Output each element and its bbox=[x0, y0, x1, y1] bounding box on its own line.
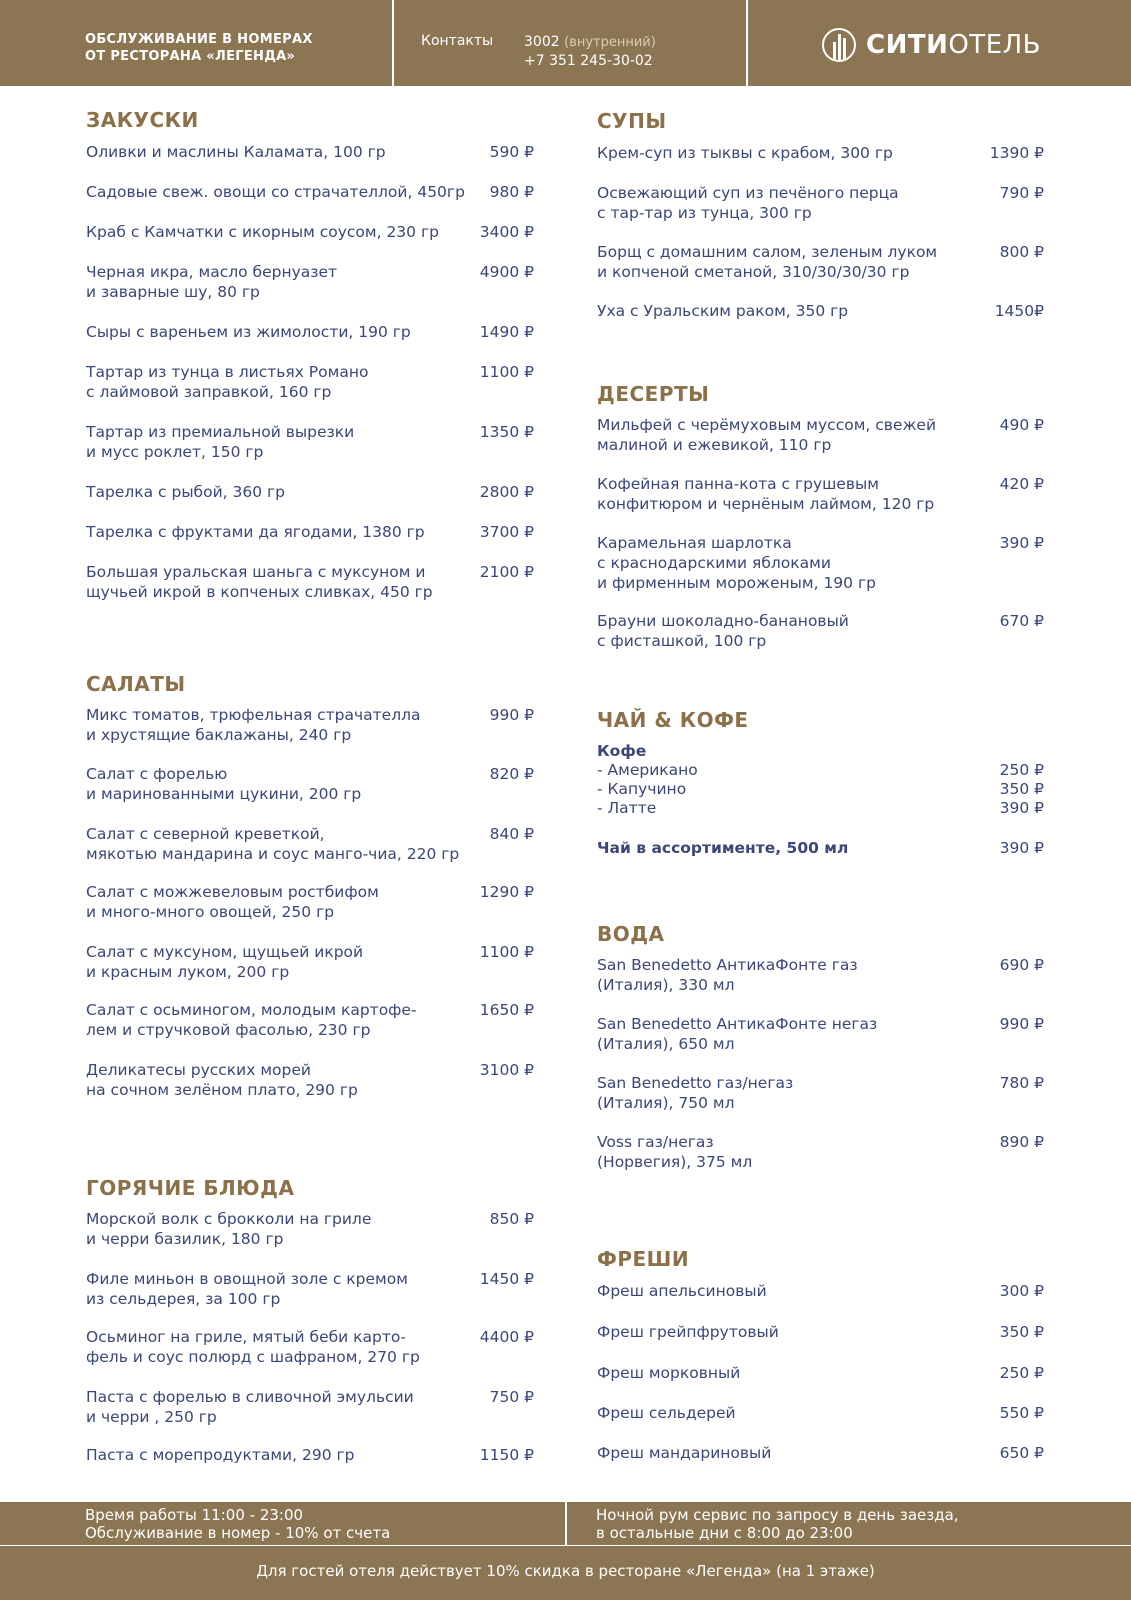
menu-item bbox=[597, 415, 936, 455]
menu-item-name: Voss газ/негаз bbox=[597, 1133, 714, 1151]
menu-item-price: 1150 ₽ bbox=[479, 1446, 534, 1464]
menu-item-name: Фреш морковный bbox=[597, 1364, 741, 1382]
menu-item bbox=[597, 143, 893, 163]
menu-item-name: и маринованными цукини, 200 гр bbox=[86, 785, 362, 803]
menu-item-price: 590 ₽ bbox=[489, 143, 534, 161]
menu-item-name: и заварные шу, 80 гр bbox=[86, 283, 260, 301]
header-divider bbox=[746, 0, 748, 86]
menu-item-name: щучьей икрой в копченых сливках, 450 гр bbox=[86, 583, 433, 601]
menu-item-price: 840 ₽ bbox=[489, 825, 534, 843]
menu-item-price: 4400 ₽ bbox=[479, 1328, 534, 1346]
menu-item bbox=[86, 882, 379, 922]
menu-item-name: San Benedetto АнтикаФонте газ bbox=[597, 956, 858, 974]
section-title-supy: СУПЫ bbox=[597, 109, 667, 133]
menu-item bbox=[597, 1403, 736, 1423]
footer-info-bar bbox=[0, 1502, 1131, 1545]
menu-item bbox=[86, 1269, 408, 1309]
menu-item bbox=[86, 1060, 358, 1100]
internal-phone[interactable]: 3002 bbox=[524, 34, 560, 50]
menu-item-name: с фисташкой, 100 гр bbox=[597, 632, 767, 650]
menu-item-name: (Италия), 650 мл bbox=[597, 1035, 735, 1053]
menu-item-price: 1100 ₽ bbox=[479, 363, 534, 381]
menu-item bbox=[86, 1387, 414, 1427]
night-service-note: Ночной рум сервис по запросу в день заезда, в остальные дни с 8:00 до 23:00 bbox=[596, 1506, 959, 1542]
menu-item bbox=[597, 301, 848, 321]
menu-item-name: - Латте bbox=[597, 799, 657, 817]
menu-item-price: 390 ₽ bbox=[999, 534, 1044, 552]
menu-item-price: 1350 ₽ bbox=[479, 423, 534, 441]
menu-item-name: Осьминог на гриле, мятый беби карто- bbox=[86, 1328, 406, 1346]
menu-item-price: 650 ₽ bbox=[999, 1444, 1044, 1462]
menu-item-name: Борщ с домашним салом, зеленым луком bbox=[597, 243, 938, 261]
menu-item-name: и много-много овощей, 250 гр bbox=[86, 903, 335, 921]
menu-item-name: San Benedetto газ/негаз bbox=[597, 1074, 794, 1092]
menu-item-price: 820 ₽ bbox=[489, 765, 534, 783]
menu-item-name: San Benedetto АнтикаФонте негаз bbox=[597, 1015, 878, 1033]
menu-item-name: лем и стручковой фасолью, 230 гр bbox=[86, 1021, 371, 1039]
menu-item bbox=[86, 182, 465, 202]
menu-item-name: и красным луком, 200 гр bbox=[86, 963, 290, 981]
menu-item bbox=[86, 562, 433, 602]
menu-item bbox=[86, 942, 363, 982]
menu-item-price: 3100 ₽ bbox=[479, 1061, 534, 1079]
menu-item-name: Тартар из премиальной вырезки bbox=[86, 423, 355, 441]
menu-item-price: 2800 ₽ bbox=[479, 483, 534, 501]
menu-item-price: 490 ₽ bbox=[999, 416, 1044, 434]
menu-item bbox=[597, 183, 899, 223]
menu-item-price: 2100 ₽ bbox=[479, 563, 534, 581]
section-title-chai: ЧАЙ & КОФЕ bbox=[597, 708, 749, 732]
menu-item-price: 850 ₽ bbox=[489, 1210, 534, 1228]
menu-item-name: (Италия), 750 мл bbox=[597, 1094, 735, 1112]
menu-item bbox=[597, 533, 876, 593]
menu-item-price: 1450₽ bbox=[994, 302, 1044, 320]
footer-divider bbox=[565, 1502, 567, 1545]
menu-item-price: 790 ₽ bbox=[999, 184, 1044, 202]
logo-wordmark: СИТИОТЕЛЬ bbox=[866, 30, 1042, 60]
menu-item-name: Брауни шоколадно-банановый bbox=[597, 612, 849, 630]
tower-icon bbox=[822, 28, 856, 62]
menu-item-price: 420 ₽ bbox=[999, 475, 1044, 493]
menu-item-name: на сочном зелёном плато, 290 гр bbox=[86, 1081, 358, 1099]
menu-item-price: 350 ₽ bbox=[999, 1323, 1044, 1341]
menu-item-price: 750 ₽ bbox=[489, 1388, 534, 1406]
menu-item-name: из сельдерея, за 100 гр bbox=[86, 1290, 281, 1308]
menu-item-name: Салат с муксуном, щущьей икрой bbox=[86, 943, 364, 961]
menu-item-name: Фреш сельдерей bbox=[597, 1404, 736, 1422]
city-hotel-logo bbox=[822, 28, 1041, 62]
contacts-label: Контакты bbox=[421, 33, 494, 49]
menu-item bbox=[597, 1322, 779, 1342]
section-title-goryachie: ГОРЯЧИЕ БЛЮДА bbox=[86, 1176, 295, 1200]
menu-item bbox=[597, 1443, 771, 1463]
menu-item-name: Микс томатов, трюфельная страчателла bbox=[86, 706, 421, 724]
menu-item-name: и фирменным мороженым, 190 гр bbox=[597, 574, 876, 592]
menu-item-name: Оливки и маслины Каламата, 100 гр bbox=[86, 143, 386, 161]
menu-item bbox=[597, 955, 858, 995]
menu-item-name: Садовые свеж. овощи со страчателлой, 450гр bbox=[86, 183, 465, 201]
menu-item-name: Карамельная шарлотка bbox=[597, 534, 792, 552]
menu-item-price: 3700 ₽ bbox=[479, 523, 534, 541]
menu-item-name: Большая уральская шаньга с муксуном и bbox=[86, 563, 426, 581]
menu-item bbox=[86, 362, 368, 402]
tea-item: Чай в ассортименте, 500 мл bbox=[597, 839, 849, 857]
menu-item-price: 670 ₽ bbox=[999, 612, 1044, 630]
menu-item bbox=[86, 705, 421, 745]
menu-item-name: Деликатесы русских морей bbox=[86, 1061, 311, 1079]
menu-item-name: Паста с морепродуктами, 290 гр bbox=[86, 1446, 355, 1464]
menu-item-price: 890 ₽ bbox=[999, 1133, 1044, 1151]
menu-item-name: Фреш мандариновый bbox=[597, 1444, 772, 1462]
menu-item-price: 390 ₽ bbox=[999, 799, 1044, 817]
menu-item-name: (Италия), 330 мл bbox=[597, 976, 735, 994]
menu-item bbox=[86, 522, 425, 542]
menu-item-price: 990 ₽ bbox=[489, 706, 534, 724]
menu-item bbox=[597, 242, 937, 282]
menu-item-price: 1450 ₽ bbox=[479, 1270, 534, 1288]
menu-item-price: 780 ₽ bbox=[999, 1074, 1044, 1092]
menu-item-name: Фреш грейпфрутовый bbox=[597, 1323, 779, 1341]
menu-item bbox=[86, 222, 439, 242]
menu-item-name: Крем-суп из тыквы с крабом, 300 гр bbox=[597, 144, 893, 162]
menu-item-price: 4900 ₽ bbox=[479, 263, 534, 281]
menu-item-price: 1390 ₽ bbox=[989, 144, 1044, 162]
menu-item bbox=[86, 764, 361, 804]
menu-item bbox=[597, 1132, 752, 1172]
menu-item-name: Кофейная панна-кота с грушевым bbox=[597, 475, 879, 493]
menu-item-name: конфитюром и чернёным лаймом, 120 гр bbox=[597, 495, 935, 513]
menu-item-name: и хрустящие баклажаны, 240 гр bbox=[86, 726, 352, 744]
menu-item bbox=[597, 1014, 877, 1054]
section-title-deserty: ДЕСЕРТЫ bbox=[597, 382, 710, 406]
menu-item-name: и мусс роклет, 150 гр bbox=[86, 443, 264, 461]
menu-item-name: и черри базилик, 180 гр bbox=[86, 1230, 284, 1248]
menu-item-name: Фреш апельсиновый bbox=[597, 1282, 767, 1300]
menu-item bbox=[597, 1073, 793, 1113]
menu-item bbox=[597, 1363, 740, 1383]
menu-item bbox=[86, 482, 285, 502]
menu-item-price: 1650 ₽ bbox=[479, 1001, 534, 1019]
menu-item bbox=[86, 422, 354, 462]
menu-item-name: Филе миньон в овощной золе с кремом bbox=[86, 1270, 408, 1288]
menu-item-name: с тар-тар из тунца, 300 гр bbox=[597, 204, 812, 222]
menu-item-name: и копченой сметаной, 310/30/30/30 гр bbox=[597, 263, 910, 281]
menu-item bbox=[86, 824, 459, 864]
menu-item bbox=[86, 262, 337, 302]
menu-item-name: с лаймовой заправкой, 160 гр bbox=[86, 383, 332, 401]
section-title-freshi: ФРЕШИ bbox=[597, 1247, 690, 1271]
menu-item-name: - Капучино bbox=[597, 780, 687, 798]
menu-item-name: Уха с Уральским раком, 350 гр bbox=[597, 302, 849, 320]
section-title-salaty: САЛАТЫ bbox=[86, 672, 186, 696]
menu-item-name: Краб с Камчатки с икорным соусом, 230 гр bbox=[86, 223, 439, 241]
menu-item-name: Тартар из тунца в листьях Романо bbox=[86, 363, 369, 381]
menu-item bbox=[86, 142, 386, 162]
menu-item-name: фель и соус полюрд с шафраном, 270 гр bbox=[86, 1348, 420, 1366]
menu-item bbox=[86, 1209, 371, 1249]
menu-item bbox=[597, 1281, 767, 1301]
menu-item-name: с краснодарскими яблоками bbox=[597, 554, 831, 572]
menu-item-name: Салат с осьминогом, молодым картофе- bbox=[86, 1001, 417, 1019]
menu-item-name: Морской волк с брокколи на гриле bbox=[86, 1210, 372, 1228]
menu-item bbox=[86, 1445, 354, 1465]
menu-item-price: 250 ₽ bbox=[999, 1364, 1044, 1382]
menu-item bbox=[597, 611, 849, 651]
contacts-phones bbox=[524, 33, 656, 71]
menu-item-price: 300 ₽ bbox=[999, 1282, 1044, 1300]
menu-item bbox=[86, 1000, 417, 1040]
menu-item-price: 350 ₽ bbox=[999, 780, 1044, 798]
header-divider bbox=[392, 0, 394, 86]
menu-item-name: - Американо bbox=[597, 761, 698, 779]
menu-item-name: Тарелка с рыбой, 360 гр bbox=[86, 483, 286, 501]
menu-item bbox=[597, 474, 934, 514]
menu-item-price: 980 ₽ bbox=[489, 183, 534, 201]
working-hours: Время работы 11:00 - 23:00 Обслуживание в номер - 10% от счета bbox=[85, 1506, 391, 1542]
menu-item-name: Тарелка с фруктами да ягодами, 1380 гр bbox=[86, 523, 425, 541]
menu-item-name: малиной и ежевикой, 110 гр bbox=[597, 436, 832, 454]
menu-item bbox=[86, 1327, 420, 1367]
menu-item-name: Сыры с вареньем из жимолости, 190 гр bbox=[86, 323, 411, 341]
menu-item-price: 390 ₽ bbox=[999, 839, 1044, 857]
section-title-zakuski: ЗАКУСКИ bbox=[86, 108, 199, 132]
header-bar bbox=[0, 0, 1131, 86]
menu-item-name: Черная икра, масло бернуазет bbox=[86, 263, 338, 281]
footer-discount-bar bbox=[0, 1546, 1131, 1600]
menu-item-price: 1100 ₽ bbox=[479, 943, 534, 961]
menu-item-name: (Норвегия), 375 мл bbox=[597, 1153, 753, 1171]
external-phone[interactable]: +7 351 245-30-02 bbox=[524, 53, 653, 69]
menu-item-price: 250 ₽ bbox=[999, 761, 1044, 779]
menu-item-name: Освежающий суп из печёного перца bbox=[597, 184, 899, 202]
menu-item-name: мякотью мандарина и соус манго-чиа, 220 гр bbox=[86, 845, 460, 863]
service-title: ОБСЛУЖИВАНИЕ В НОМЕРАХ ОТ РЕСТОРАНА «ЛЕГЕНДА» bbox=[85, 32, 313, 64]
discount-note: Для гостей отеля действует 10% скидка в ресторане «Легенда» (на 1 этаже) bbox=[256, 1562, 875, 1580]
menu-item-name: Салат с форелью bbox=[86, 765, 228, 783]
menu-item-price: 990 ₽ bbox=[999, 1015, 1044, 1033]
menu-item-name: Салат с северной креветкой, bbox=[86, 825, 325, 843]
section-title-voda: ВОДА bbox=[597, 922, 665, 946]
menu-item-price: 1490 ₽ bbox=[479, 323, 534, 341]
menu-item-name: Мильфей с черёмуховым муссом, свежей bbox=[597, 416, 937, 434]
menu-item bbox=[86, 322, 411, 342]
internal-phone-note: (внутренний) bbox=[564, 35, 656, 50]
menu-item-price: 550 ₽ bbox=[999, 1404, 1044, 1422]
coffee-label: Кофе bbox=[597, 742, 647, 760]
menu-item-price: 800 ₽ bbox=[999, 243, 1044, 261]
menu-item-price: 690 ₽ bbox=[999, 956, 1044, 974]
menu-item-name: Паста с форелью в сливочной эмульсии bbox=[86, 1388, 414, 1406]
menu-item-name: Салат с можжевеловым ростбифом bbox=[86, 883, 379, 901]
menu-item-price: 1290 ₽ bbox=[479, 883, 534, 901]
menu-item-name: и черри , 250 гр bbox=[86, 1408, 217, 1426]
menu-item-price: 3400 ₽ bbox=[479, 223, 534, 241]
